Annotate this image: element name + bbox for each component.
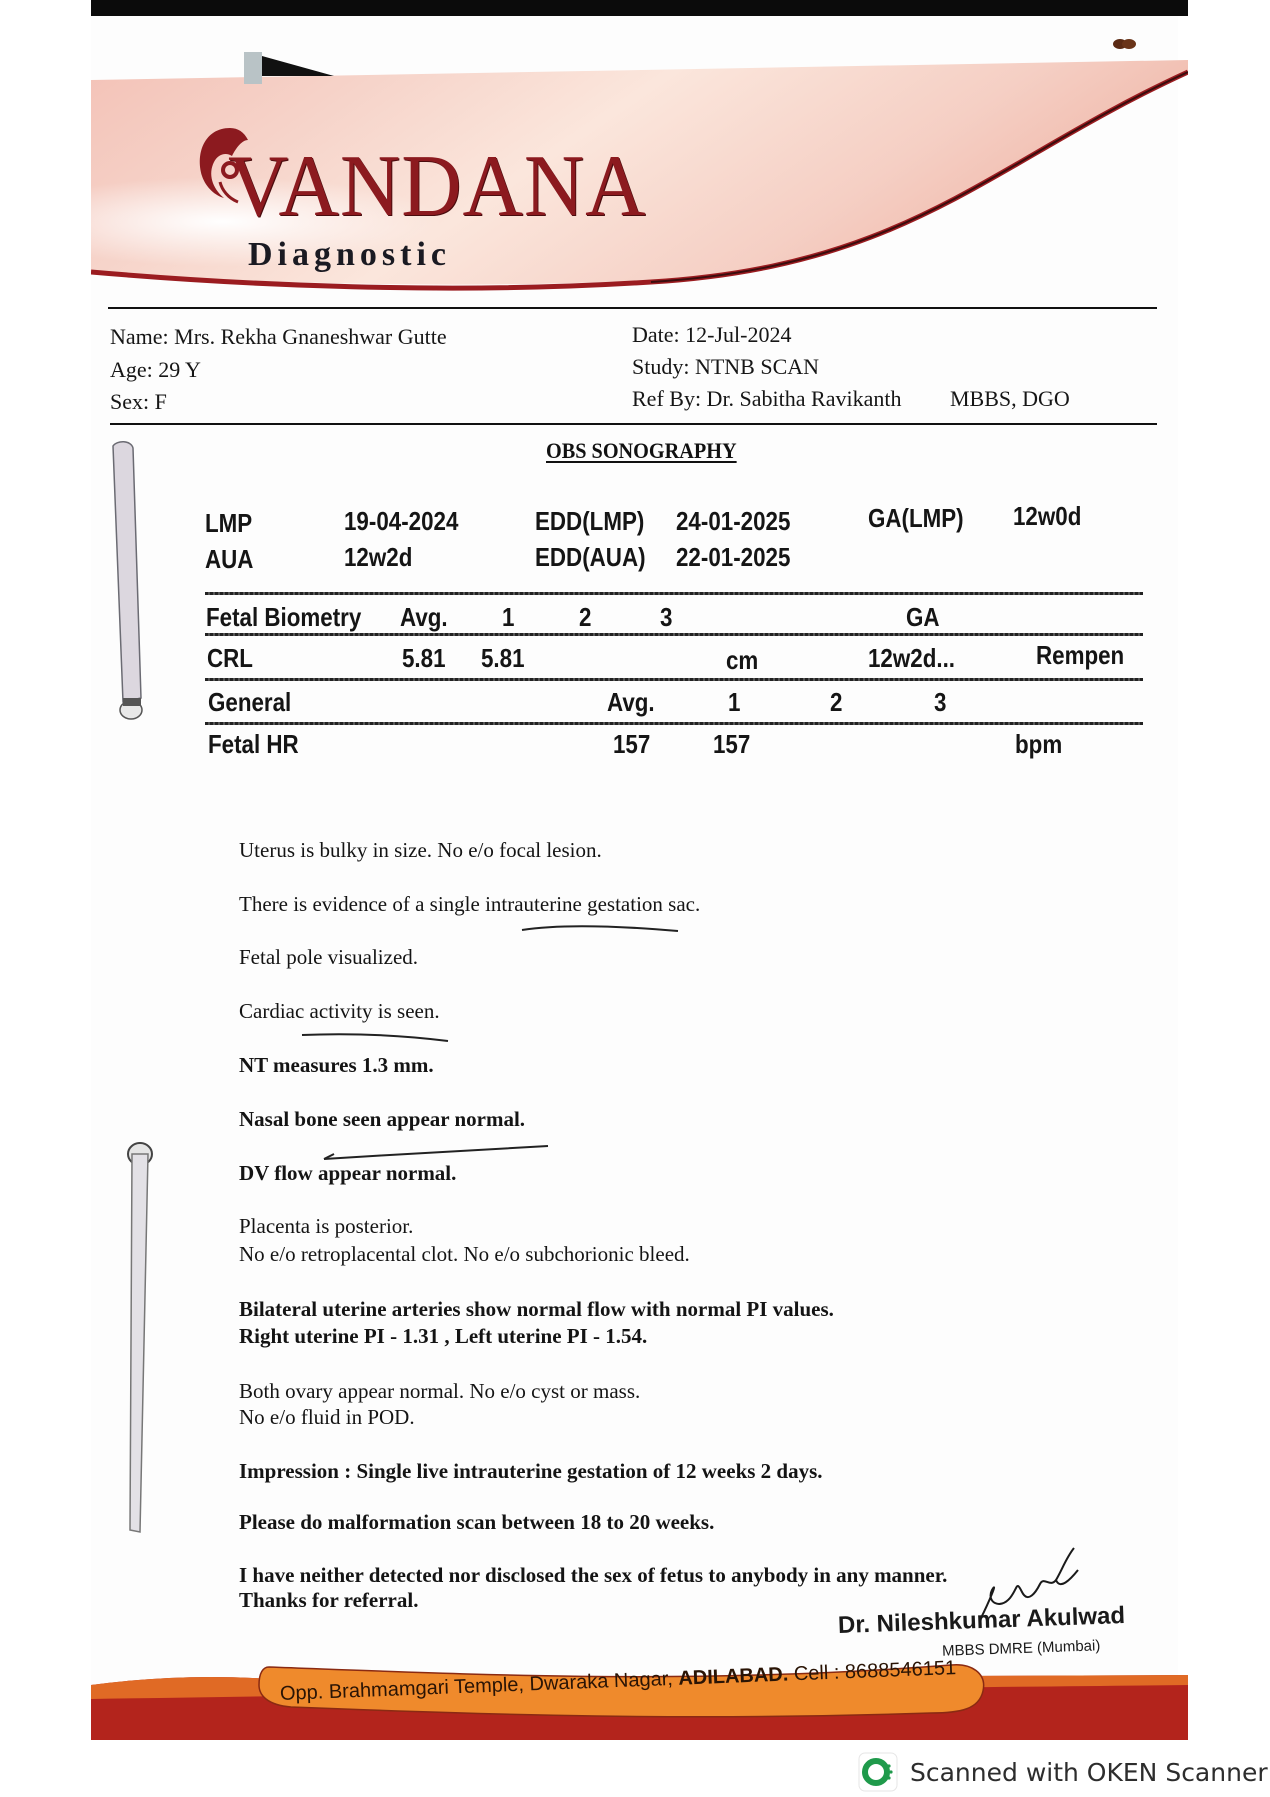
biometry-header-col3: 3: [660, 602, 673, 632]
lmp-label: LMP: [205, 508, 253, 538]
ga-lmp-value: 12w0d: [1013, 501, 1082, 531]
general-header-col2: 2: [830, 687, 843, 717]
edd-aua-value: 22-01-2025: [676, 542, 791, 572]
ga-lmp-label: GA(LMP): [868, 503, 964, 533]
finding-ovaries: Both ovary appear normal. No e/o cyst or mass.: [239, 1379, 641, 1403]
info-top-rule: [108, 307, 1157, 309]
finding-uterus: Uterus is bulky in size. No e/o focal lesion.: [239, 838, 602, 862]
edd-lmp-value: 24-01-2025: [676, 506, 791, 536]
edd-aua-label: EDD(AUA): [535, 542, 646, 572]
impression: Impression : Single live intrauterine gestation of 12 weeks 2 days.: [239, 1459, 823, 1483]
general-header-col1: 1: [728, 687, 741, 717]
study-name: Study: NTNB SCAN: [632, 354, 820, 379]
referred-by: Ref By: Dr. Sabitha Ravikanth: [632, 386, 902, 411]
table-rule: [205, 678, 1143, 681]
crl-label: CRL: [207, 643, 253, 673]
biometry-header-col1: 1: [502, 602, 515, 632]
general-header-title: General: [208, 687, 292, 717]
finding-nasal-bone: Nasal bone seen appear normal.: [239, 1107, 526, 1131]
general-header-col3: 3: [934, 687, 947, 717]
biometry-header-avg: Avg.: [400, 602, 448, 632]
crl-avg: 5.81: [402, 643, 446, 673]
patient-sex: Sex: F: [110, 389, 167, 414]
crl-measurement-1: 5.81: [481, 643, 525, 673]
declaration: I have neither detected nor disclosed the sex of fetus to anybody in any manner.: [239, 1563, 948, 1587]
finding-placenta: Placenta is posterior.: [239, 1214, 414, 1238]
footer-city: ADILABAD.: [677, 1663, 789, 1690]
table-rule: [205, 722, 1143, 725]
general-header-avg: Avg.: [607, 687, 655, 717]
footer-cell: Cell : 8688546151: [787, 1657, 957, 1686]
stain-mark: [1112, 38, 1138, 50]
scanner-watermark: [858, 1752, 1268, 1792]
footer-address-text: Opp. Brahmamgari Temple, Dwaraka Nagar,: [279, 1667, 679, 1705]
finding-nt: NT measures 1.3 mm.: [239, 1053, 434, 1077]
biometry-header-title: Fetal Biometry: [206, 602, 362, 632]
info-bottom-rule: [110, 423, 1157, 425]
paper-clip-shadow: [244, 52, 334, 84]
report-title: OBS SONOGRAPHY: [546, 438, 737, 463]
finding-uterine-arteries: Bilateral uterine arteries show normal flow with normal PI values.: [239, 1297, 834, 1321]
crl-reference: Rempen: [1036, 640, 1125, 670]
pen-underline: [520, 922, 680, 934]
patient-name: Name: Mrs. Rekha Gnaneshwar Gutte: [110, 324, 447, 349]
table-rule: [205, 592, 1143, 595]
finding-dv-flow: DV flow appear normal.: [239, 1161, 457, 1185]
finding-no-clot: No e/o retroplacental clot. No e/o subchorionic bleed.: [239, 1242, 690, 1266]
finding-gestation-sac: There is evidence of a single intrauterine gestation sac.: [239, 892, 701, 916]
aua-label: AUA: [205, 544, 254, 574]
crl-ga: 12w2d...: [868, 643, 955, 673]
table-rule: [205, 633, 1143, 636]
binder-strip: [105, 440, 145, 730]
fetal-hr-label: Fetal HR: [208, 729, 299, 759]
scan-top-edge: [91, 0, 1188, 16]
finding-uterine-pi: Right uterine PI - 1.31 , Left uterine PI - 1.54.: [239, 1324, 648, 1348]
lmp-value: 19-04-2024: [344, 506, 459, 536]
finding-fetal-pole: Fetal pole visualized.: [239, 945, 419, 969]
binder-strip: [118, 1140, 158, 1540]
oken-scanner-icon: [858, 1752, 898, 1792]
scanner-watermark-text: Scanned with OKEN Scanner: [910, 1757, 1268, 1787]
footer-band: [91, 1655, 1188, 1740]
biometry-header-col2: 2: [579, 602, 592, 632]
recommendation: Please do malformation scan between 18 to 20 weeks.: [239, 1510, 715, 1534]
report-date: Date: 12-Jul-2024: [632, 322, 792, 347]
referrer-qualification: MBBS, DGO: [950, 386, 1070, 411]
signatory-credentials: MBBS DMRE (Mumbai): [941, 1637, 1101, 1660]
pen-arrow-mark: [320, 1144, 550, 1162]
fetal-hr-avg: 157: [613, 729, 651, 759]
fetal-hr-unit: bpm: [1015, 729, 1063, 759]
thanks-note: Thanks for referral.: [239, 1588, 419, 1612]
brand-name: VANDANA: [228, 138, 647, 235]
finding-cardiac-activity: Cardiac activity is seen.: [239, 999, 440, 1023]
edd-lmp-label: EDD(LMP): [535, 506, 645, 536]
finding-pod: No e/o fluid in POD.: [239, 1405, 415, 1429]
crl-unit: cm: [726, 645, 759, 675]
pen-underline: [300, 1031, 450, 1043]
brand-subtitle: Diagnostic: [248, 236, 451, 273]
biometry-header-ga: GA: [906, 602, 940, 632]
patient-age: Age: 29 Y: [110, 357, 201, 382]
aua-value: 12w2d: [344, 542, 413, 572]
signatory-name: Dr. Nileshkumar Akulwad: [837, 1601, 1126, 1639]
fetal-hr-measurement-1: 157: [713, 729, 751, 759]
